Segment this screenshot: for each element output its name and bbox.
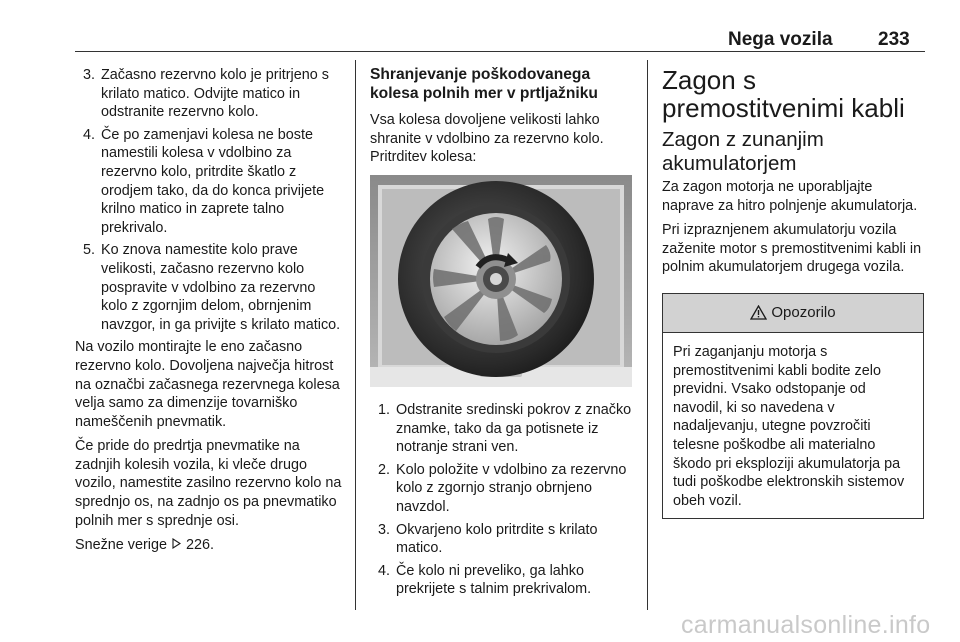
cross-reference: Snežne verige 226. (75, 537, 215, 554)
section-subtitle: Zagon z zunanjim akumulatorjem (662, 128, 824, 175)
steps-list (75, 66, 345, 334)
warning-header (663, 294, 923, 333)
steps-list (370, 401, 636, 599)
section-heading: Shranjevanje poškodovanega kolesa polnih mer v prtljažniku (370, 66, 598, 102)
list-item: 5. Ko znova namestite kolo prave velikosti, začasno rezervno kolo pospravite v vdolbino za rezervno kolo z zgornjim delom, obrnjenim navzgor, in ga privijte s krilato matico. (83, 242, 341, 333)
paragraph: Vsa kolesa dovoljene velikosti lahko shranite v vdolbino za rezervno kolo. Pritrditev kolesa: (370, 112, 604, 166)
warning-label: Opozorilo (771, 303, 836, 321)
page-number: 233 (878, 29, 910, 50)
paragraph: Za zagon motorja ne uporabljajte naprave za hitro polnjenje akumulatorja. (662, 179, 918, 214)
section-title: Nega vozila (728, 29, 833, 50)
paragraph: Pri izpraznjenem akumulatorju vozila zaženite motor s premostitvenimi kabli in polnim akumulatorjem drugega vozila. (662, 222, 922, 276)
warning-box (662, 293, 924, 519)
list-item: 4. Če po zamenjavi kolesa ne boste namestili kolesa v vdolbino za rezervno kolo, pritrdite škatlo z orodjem tako, da do konca privijete krilno matico in zaprete talno prekrivalo. (83, 126, 325, 236)
paragraph: Če pride do predrtja pnevmatike na zadnjih kolesih vozila, ki vleče drugo vozilo, namestite zasilno rezervno kolo na sprednjo os, na zadnjo os pa pnevmatiko polnih mer s sprednje osi. (75, 438, 342, 529)
page-reference-link[interactable]: 226. (186, 537, 215, 554)
list-item: 4. Če kolo ni preveliko, ga lahko prekrijete s talnim prekrivalom. (378, 562, 592, 598)
header-rule (75, 51, 925, 52)
warning-triangle-icon (750, 305, 767, 320)
list-item: 3. Začasno rezervno kolo je pritrjeno s krilato matico. Odvijte matico in odstranite rezervno kolo. (83, 67, 329, 121)
column-divider (647, 60, 648, 610)
list-item: 3. Okvarjeno kolo pritrdite s krilato matico. (378, 521, 598, 557)
column-2 (370, 66, 636, 603)
watermark: carmanualsonline.info (681, 611, 931, 639)
paragraph: Na vozilo montirajte le eno začasno rezervno kolo. Dovoljena največja hitrost na označbi začasnega rezervnega kolesa velja samo za dimenzije tovarniško nameščenih pnevmatik. (75, 339, 340, 430)
chapter-title: Zagon s premostitvenimi kabli (662, 65, 905, 123)
column-1 (75, 66, 345, 561)
column-divider (355, 60, 356, 610)
list-item: 1. Odstranite sredinski pokrov z značko znamke, tako da ga potisnete iz notranje strani ven. (378, 401, 632, 456)
warning-text: Pri zaganjanju motorja s premostitvenimi kabli bodite zelo previdni. Vsako odstopanje od navodil, ki so navedena v nadaljevanju, utegne povzročiti telesne poškodbe ali materialno škodo pri eksploziji akumulatorja pa tudi poškodbe elektronskih sistemov obeh vozil. (673, 343, 905, 509)
column-3 (662, 66, 924, 519)
spare-wheel-illustration (370, 175, 632, 387)
page-reference-icon (172, 536, 181, 555)
list-item: 2. Kolo položite v vdolbino za rezervno kolo z zgornjo stranjo obrnjeno navzdol. (378, 461, 627, 515)
